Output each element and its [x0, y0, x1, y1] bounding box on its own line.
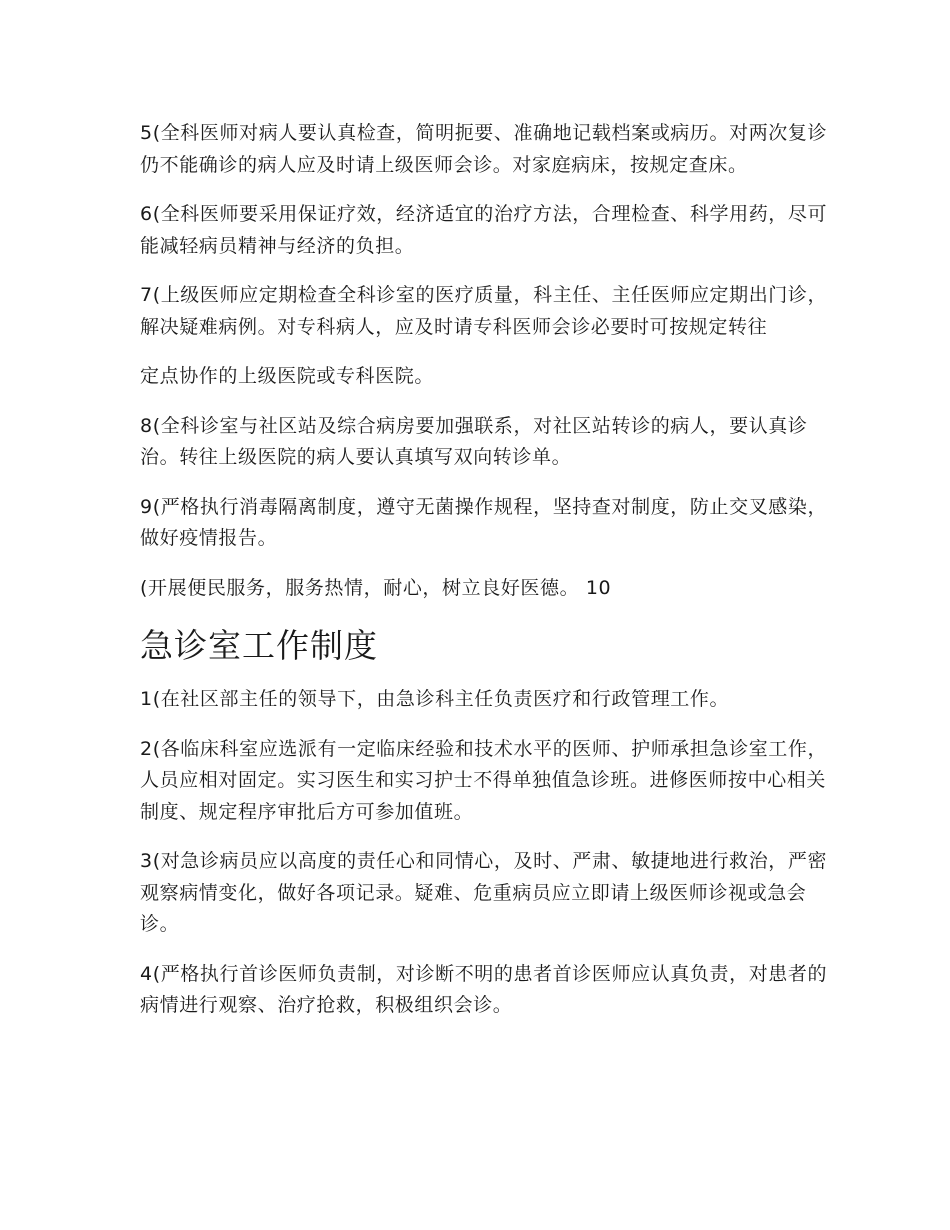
er-paragraph-2: 2(各临床科室应选派有一定临床经验和技术水平的医师、护师承担急诊室工作，人员应相对固定。实习医生和实习护士不得单独值急诊班。进修医师按中心相关制度、规定程序审批后方可参加值班。 — [140, 737, 828, 823]
paragraph-10: (开展便民服务，服务热情，耐心，树立良好医德。 10 — [140, 576, 612, 599]
paragraph-7: 7(上级医师应定期检查全科诊室的医疗质量，科主任、主任医师应定期出门诊，解决疑难病例。对专科病人，应及时请专科医师会诊必要时可按规定转往 — [140, 284, 828, 338]
paragraph-7-continued: 定点协作的上级医院或专科医院。 — [140, 365, 435, 387]
er-paragraph-1: 1(在社区部主任的领导下，由急诊科主任负责医疗和行政管理工作。 — [140, 688, 730, 710]
paragraph-9: 9(严格执行消毒隔离制度，遵守无菌操作规程，坚持查对制度，防止交叉感染，做好疫情报告。 — [140, 495, 828, 549]
paragraph-6: 6(全科医师要采用保证疗效，经济适宜的治疗方法，合理检查、科学用药，尽可能减轻病员精神与经济的负担。 — [140, 203, 828, 257]
paragraph-8: 8(全科诊室与社区站及综合病房要加强联系，对社区站转诊的病人，要认真诊治。转往上级医院的病人要认真填写双向转诊单。 — [140, 414, 808, 468]
er-paragraph-3: 3(对急诊病员应以高度的责任心和同情心，及时、严肃、敏捷地进行救治，严密观察病情变化，做好各项记录。疑难、危重病员应立即请上级医师诊视或急会诊。 — [140, 850, 828, 935]
document-page — [140, 118, 840, 1040]
er-paragraph-4: 4(严格执行首诊医师负责制，对诊断不明的患者首诊医师应认真负责，对患者的病情进行观察、治疗抢救，积极组织会诊。 — [140, 962, 828, 1016]
paragraph-5: 5(全科医师对病人要认真检查，简明扼要、准确地记载档案或病历。对两次复诊仍不能确诊的病人应及时请上级医师会诊。对家庭病床，按规定查床。 — [140, 122, 828, 176]
section-heading-emergency-room: 急诊室工作制度 — [140, 626, 378, 665]
